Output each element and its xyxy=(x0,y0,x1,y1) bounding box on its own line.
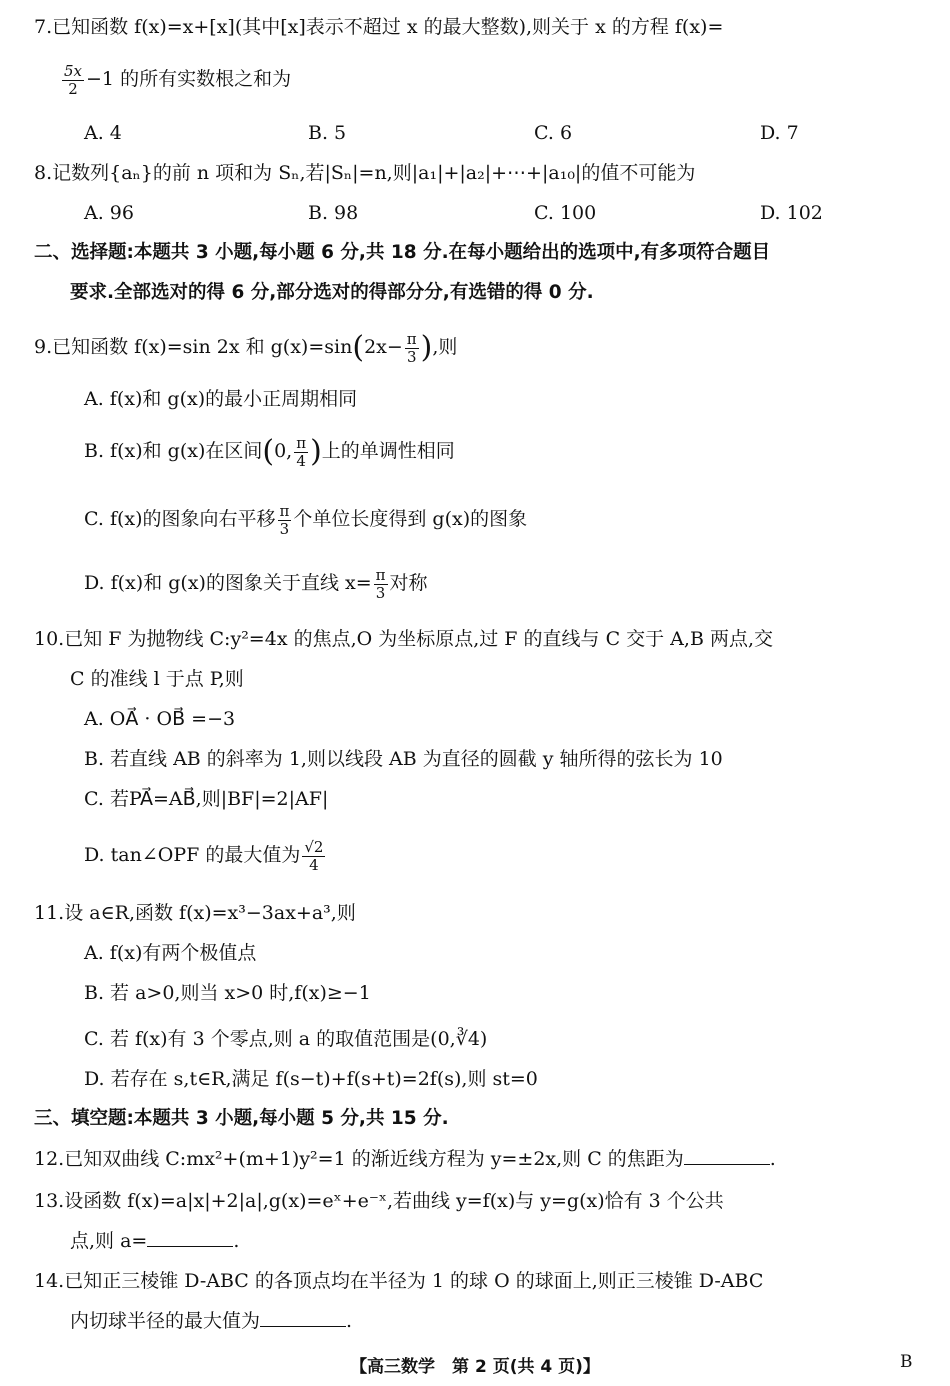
q10-option-d: D. tan∠OPF 的最大值为 $\frac{√2}{4}$ xyxy=(84,837,324,874)
page-footer: 【高三数学 第 2 页(共 4 页)】 xyxy=(350,1357,600,1377)
q14-answer-blank[interactable] xyxy=(260,1308,346,1327)
q7-stem-line2: $\frac{5x}{2}$ −1 的所有实数根之和为 xyxy=(64,61,292,98)
section2-heading-line2: 要求.全部选对的得 6 分,部分选对的得部分分,有选错的得 0 分. xyxy=(70,282,594,303)
section3-heading: 三、填空题:本题共 3 小题,每小题 5 分,共 15 分. xyxy=(34,1108,449,1129)
q7-option-b: B. 5 xyxy=(308,122,347,144)
q14-stem-line1: 14.已知正三棱锥 D-ABC 的各顶点均在半径为 1 的球 O 的球面上,则正三棱锥 D-ABC xyxy=(34,1270,764,1292)
q14-stem-line2: 内切球半径的最大值为 . xyxy=(70,1310,353,1332)
q9-option-c: C. f(x)的图象向右平移 $\frac{\pi}{3}$ 个单位长度得到 g(x)的图象 xyxy=(84,501,528,538)
q7-fraction: $\frac{5x}{2}$ xyxy=(64,61,83,98)
q11-option-b: B. 若 a>0,则当 x>0 时,f(x)≥−1 xyxy=(84,982,371,1004)
q10-option-c: C. 若PA⃗=AB⃗,则|BF|=2|AF| xyxy=(84,788,329,810)
q13-answer-blank[interactable] xyxy=(147,1228,233,1247)
q11-option-a: A. f(x)有两个极值点 xyxy=(84,942,257,964)
section2-heading-line1: 二、选择题:本题共 3 小题,每小题 6 分,共 18 分.在每小题给出的选项中,有多项符合题目 xyxy=(34,242,771,263)
q10-stem-line1: 10.已知 F 为抛物线 C:y²=4x 的焦点,O 为坐标原点,过 F 的直线与 C 交于 A,B 两点,交 xyxy=(34,628,773,650)
q10-option-b: B. 若直线 AB 的斜率为 1,则以线段 AB 为直径的圆截 y 轴所得的弦长为 10 xyxy=(84,748,723,770)
q13-stem-line2: 点,则 a= . xyxy=(70,1230,240,1252)
q10-sqrt2-over-4: $\frac{√2}{4}$ xyxy=(304,837,324,874)
q7-stem-line1: 7.已知函数 f(x)=x+[x](其中[x]表示不超过 x 的最大整数),则关于 x 的方程 f(x)= xyxy=(34,16,724,38)
paper-version-label: B xyxy=(900,1352,913,1372)
q8-option-c: C. 100 xyxy=(534,202,597,224)
q8-option-d: D. 102 xyxy=(760,202,823,224)
q7-option-c: C. 6 xyxy=(534,122,573,144)
q11-option-d: D. 若存在 s,t∈R,满足 f(s−t)+f(s+t)=2f(s),则 st=0 xyxy=(84,1068,538,1090)
q7-option-a: A. 4 xyxy=(84,122,122,144)
q8-stem: 8.记数列{aₙ}的前 n 项和为 Sₙ,若|Sₙ|=n,则|a₁|+|a₂|+⋯+|a₁₀|的值不可能为 xyxy=(34,162,696,184)
q9-option-d: D. f(x)和 g(x)的图象关于直线 x= $\frac{\pi}{3}$ 对称 xyxy=(84,565,428,602)
q9-option-a: A. f(x)和 g(x)的最小正周期相同 xyxy=(84,388,358,410)
q9-option-b: B. f(x)和 g(x)在区间(0, $\frac{\pi}{4}$ )上的单调性相同 xyxy=(84,433,455,470)
q9-pi-over-3: $\frac{\pi}{3}$ xyxy=(406,329,417,366)
q8-option-b: B. 98 xyxy=(308,202,359,224)
q11-option-c: C. 若 f(x)有 3 个零点,则 a 的取值范围是(0,∛4) xyxy=(84,1028,488,1050)
q13-stem-line1: 13.设函数 f(x)=a|x|+2|a|,g(x)=eˣ+e⁻ˣ,若曲线 y=f(x)与 y=g(x)恰有 3 个公共 xyxy=(34,1190,724,1212)
q9-stem: 9.已知函数 f(x)=sin 2x 和 g(x)=sin(2x− $\frac{\pi}{3}$ ),则 xyxy=(34,329,458,366)
q12-answer-blank[interactable] xyxy=(684,1146,770,1165)
q10-stem-line2: C 的准线 l 于点 P,则 xyxy=(70,668,244,690)
q10-option-a: A. OA⃗ · OB⃗ =−3 xyxy=(84,708,236,730)
q12-stem: 12.已知双曲线 C:mx²+(m+1)y²=1 的渐近线方程为 y=±2x,则 C 的焦距为 . xyxy=(34,1148,776,1170)
q8-option-a: A. 96 xyxy=(84,202,134,224)
q11-stem: 11.设 a∈R,函数 f(x)=x³−3ax+a³,则 xyxy=(34,902,356,924)
q7-option-d: D. 7 xyxy=(760,122,799,144)
